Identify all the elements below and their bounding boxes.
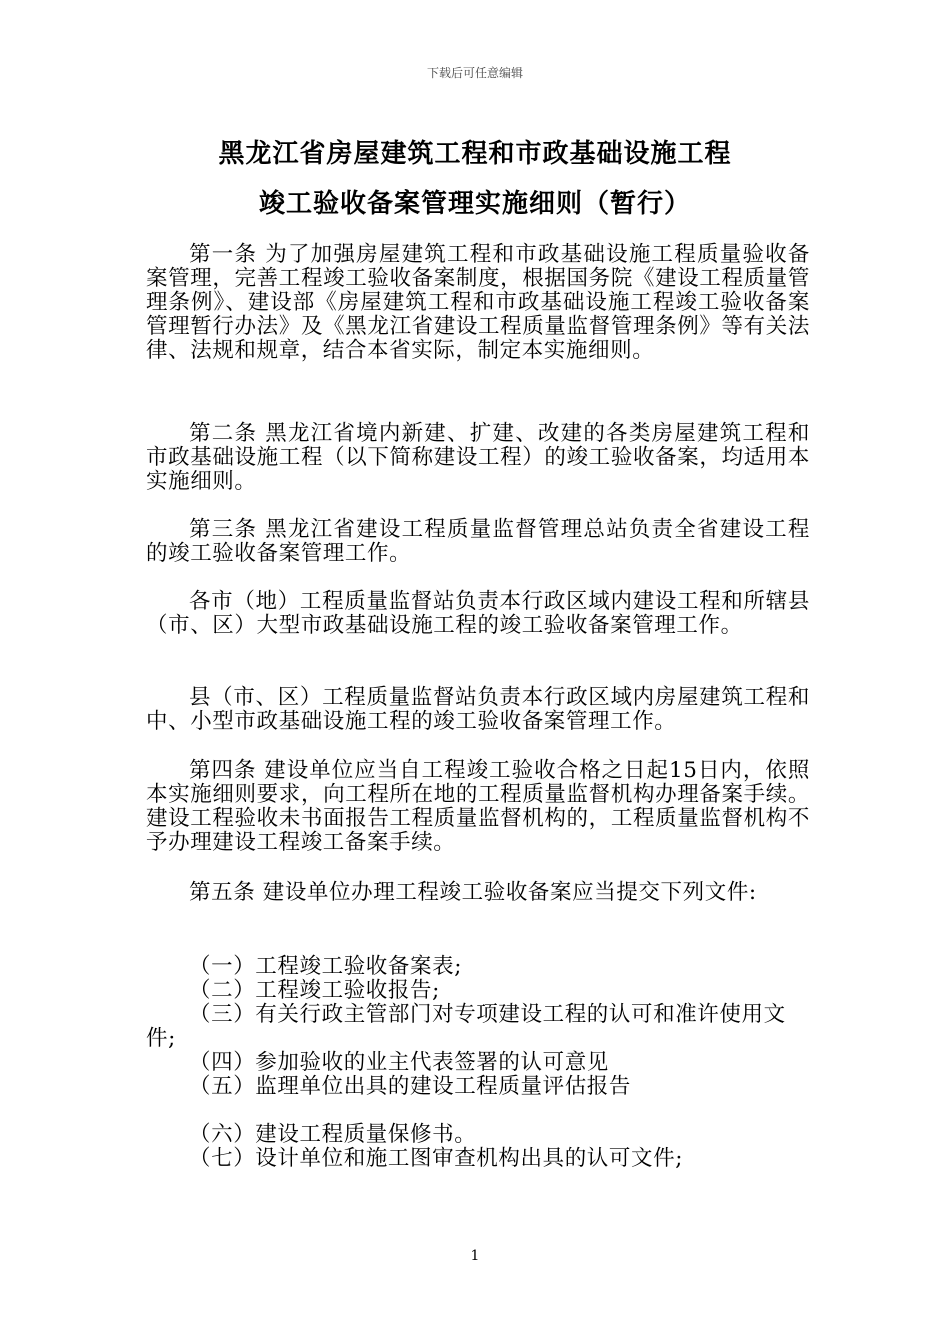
document-title-line-2: 竣工验收备案管理实施细则（暂行） [258, 189, 691, 219]
list-item: （一）工程竣工验收备案表; [189, 954, 463, 979]
article-3-paragraph: 第三条 黑龙江省建设工程质量监督管理总站负责全省建设工程的竣工验收备案管理工作。 [146, 517, 810, 566]
city-station-paragraph: 各市（地）工程质量监督站负责本行政区域内建设工程和所辖县（市、区）大型市政基础设施工程的竣工验收备案管理工作。 [146, 589, 810, 638]
county-station-paragraph: 县（市、区）工程质量监督站负责本行政区域内房屋建筑工程和中、小型市政基础设施工程的竣工验收备案管理工作。 [146, 685, 810, 734]
list-item: （五）监理单位出具的建设工程质量评估报告 [189, 1074, 632, 1099]
list-item: （七）设计单位和施工图审查机构出具的认可文件; [189, 1146, 684, 1171]
list-item: （二）工程竣工验收报告; [189, 978, 440, 1003]
header-note: 下载后可任意编辑 [426, 66, 523, 80]
article-1-paragraph: 第一条 为了加强房屋建筑工程和市政基础设施工程质量验收备案管理，完善工程竣工验收备案制度，根据国务院《建设工程质量管理条例》、建设部《房屋建筑工程和市政基础设施工程竣工验收备案管理暂行办法》及《黑龙江省建设工程质量监督管理条例》等有关法律、法规和规章，结合本省实际，制定本实施细则。 [146, 242, 810, 363]
list-item: （三）有关行政主管部门对专项建设工程的认可和准许使用文件; [146, 1002, 786, 1051]
list-item: （六）建设工程质量保修书。 [189, 1122, 477, 1147]
document-title-line-1: 黑龙江省房屋建筑工程和市政基础设施工程 [218, 139, 732, 169]
article-5-paragraph: 第五条 建设单位办理工程竣工验收备案应当提交下列文件: [189, 880, 757, 905]
page-number: 1 [470, 1248, 480, 1264]
list-item: （四）参加验收的业主代表签署的认可意见 [189, 1050, 609, 1075]
article-2-paragraph: 第二条 黑龙江省境内新建、扩建、改建的各类房屋建筑工程和市政基础设施工程（以下简称建设工程）的竣工验收备案，均适用本实施细则。 [146, 421, 810, 494]
article-4-paragraph: 第四条 建设单位应当自工程竣工验收合格之日起15日内，依照本实施细则要求，向工程所在地的工程质量监督机构办理备案手续。建设工程验收未书面报告工程质量监督机构的，工程质量监督机构不予办理建设工程竣工备案手续。 [146, 758, 810, 855]
